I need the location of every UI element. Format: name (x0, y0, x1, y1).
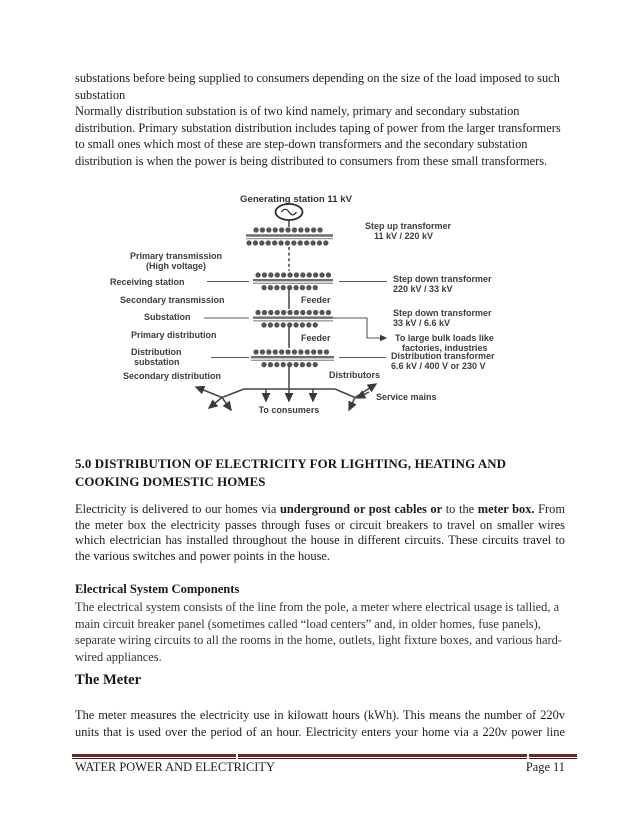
power-distribution-diagram (103, 191, 540, 419)
diagram-label-receiving-station: Receiving station (110, 277, 185, 287)
diagram-label-feeder-2: Feeder (301, 333, 331, 343)
diagram-label-step-down-ratio-1: 220 kV / 33 kV (393, 284, 453, 294)
diagram-label-distribution-transformer: Distribution transformer (391, 351, 495, 361)
diagram-label-to-consumers: To consumers (258, 405, 320, 415)
footer-rule-segment (529, 754, 577, 759)
distribution-transformer-symbol (251, 352, 334, 365)
footer-rule-segment (238, 754, 527, 759)
section-5-heading: 5.0 DISTRIBUTION OF ELECTRICITY FOR LIGHTING, HEATING AND COOKING DOMESTIC HOMES (75, 457, 507, 489)
step-up-transformer-symbol (246, 230, 333, 243)
substation-transformer-symbol (253, 313, 333, 326)
diagram-label-secondary-distribution: Secondary distribution (123, 371, 222, 381)
footer-page-number: Page 11 (525, 760, 565, 774)
delivery-seg-5: From the meter box the electricity passes through fuses or circuit breakers to travel on smaller wires which electrician has installed throughout the house in different circuits. These circuits travel to the various switches and power points in the house. (75, 502, 565, 564)
footer-rule (72, 754, 577, 759)
delivery-seg-2-bold: underground or post cables or (280, 502, 443, 516)
meter-paragraph: The meter measures the electricity use in kilowatt hours (kWh). This means the number of 220v units that is used over the period of an hour. Electricity enters your home via a 220v power line (75, 708, 565, 739)
diagram-label-distribution-substation-1: Distribution (131, 347, 182, 357)
diagram-label-service-mains: Service mains (376, 392, 437, 402)
diagram-label-secondary-transmission: Secondary transmission (120, 295, 225, 305)
electrical-system-heading: Electrical System Components (75, 582, 240, 596)
diagram-label-substation: Substation (144, 312, 191, 322)
intro-paragraph-1: substations before being supplied to consumers depending on the size of the load imposed to such substation (75, 71, 560, 102)
diagram-label-step-down-transformer-1: Step down transformer (393, 274, 492, 284)
delivery-seg-4-bold: meter box. (477, 502, 535, 516)
diagram-label-distributors: Distributors (329, 370, 381, 380)
intro-paragraph-2: Normally distribution substation is of two kind namely, primary and secondary substation distribution. Primary substation distribution includes taping of power from the larger transformers to small ones which most of these are step-down transformers and the secondary substation distribution is when the power is being distributed to consumers from these small transformers. (75, 104, 561, 168)
diagram-label-high-voltage: (High voltage) (146, 261, 206, 271)
diagram-label-feeder-1: Feeder (301, 295, 331, 305)
diagram-label-step-down-transformer-2: Step down transformer (393, 308, 492, 318)
diagram-label-primary-distribution: Primary distribution (131, 330, 217, 340)
footer (75, 760, 565, 775)
diagram-label-distribution-substation-2: substation (134, 357, 180, 367)
delivery-seg-1: Electricity is delivered to our homes via (75, 502, 281, 516)
footer-rule-segment (72, 754, 236, 759)
diagram-label-bulk-loads-1: To large bulk loads like (395, 333, 494, 343)
meter-heading: The Meter (75, 672, 142, 688)
diagram-label-step-up-ratio: 11 kV / 220 kV (374, 231, 434, 241)
diagram-label-primary-transmission: Primary transmission (129, 251, 223, 261)
bulk-loads-branch-line (333, 318, 386, 338)
diagram-label-generating-station: Generating station 11 kV (240, 194, 352, 205)
footer-title: WATER POWER AND ELECTRICITY (75, 760, 275, 774)
generator-symbol (276, 204, 303, 227)
diagram-label-bulk-loads-2: factories, industries (402, 343, 488, 353)
diagram-label-step-down-ratio-2: 33 kV / 6.6 kV (393, 318, 451, 328)
delivery-paragraph (75, 502, 565, 565)
electrical-system-paragraph: The electrical system consists of the line from the pole, a meter where electrical usage is tallied, a main circuit breaker panel (sometimes called “load centers” and, in older homes, fuse panels), separate wiring circuits to all the rooms in the home, outlets, light fixture boxes, and various hard-wired appliances. (75, 600, 562, 664)
diagram-label-distribution-transformer-ratio: 6.6 kV / 400 V or 230 V (391, 361, 486, 371)
delivery-seg-3: to the (442, 502, 478, 516)
diagram-label-step-up-transformer: Step up transformer (365, 221, 452, 231)
intro-block (75, 70, 565, 169)
receiving-station-transformer-symbol (253, 275, 333, 288)
